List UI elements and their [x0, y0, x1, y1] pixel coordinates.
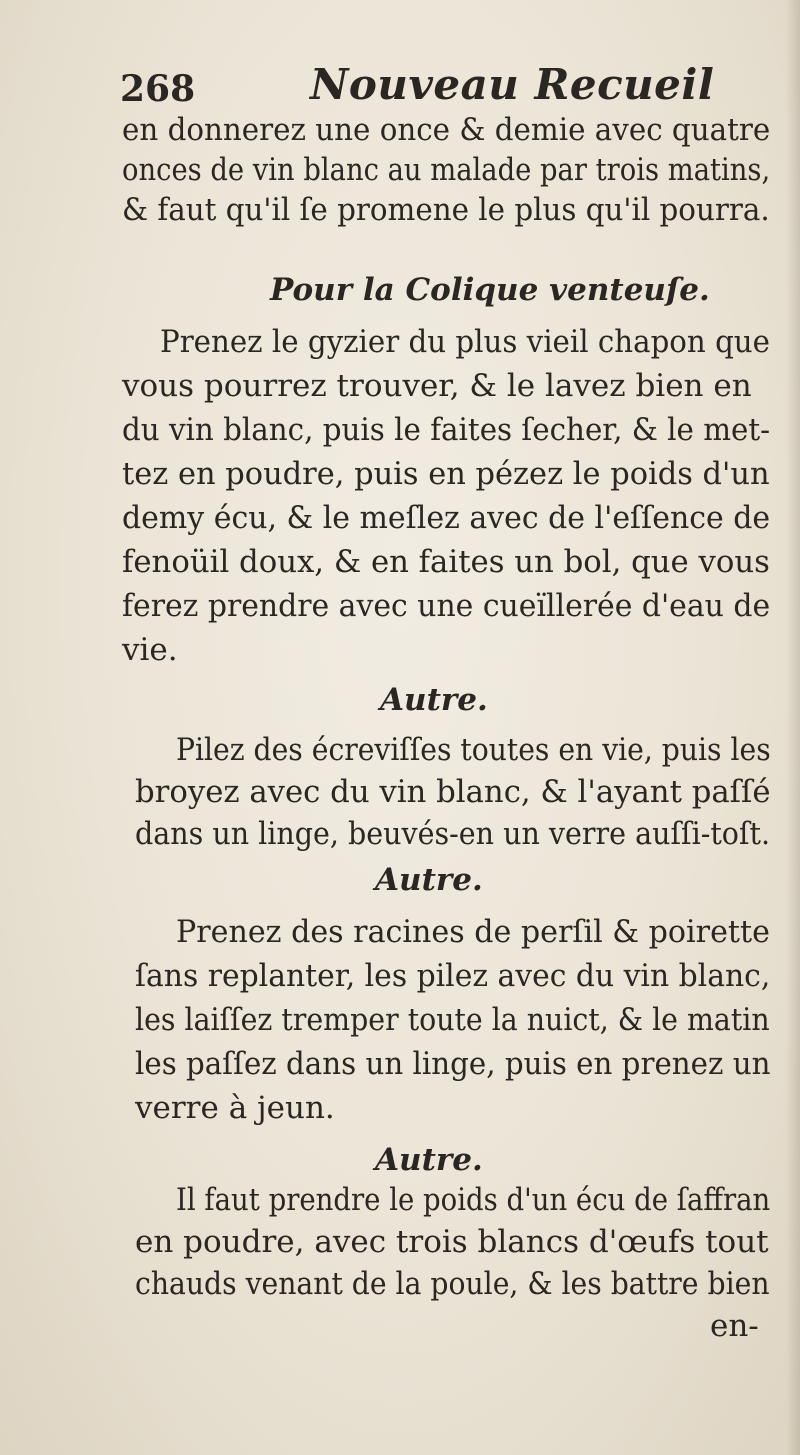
text-line: vous pourrez trouver, & le lavez bien en: [122, 368, 752, 404]
text-line: vie.: [122, 632, 178, 668]
text-line: les paſſez dans un linge, puis en prenez un: [135, 1046, 771, 1082]
text-line: verre à jeun.: [135, 1090, 335, 1126]
section-heading: Pour la Colique venteuſe.: [270, 272, 710, 308]
page-number: 268: [120, 68, 196, 110]
catchword: en-: [710, 1308, 759, 1344]
text-line: Il faut prendre le poids d'un écu de ſaffran: [176, 1182, 771, 1218]
text-line: ſans replanter, les pilez avec du vin blanc,: [135, 958, 771, 994]
text-line: Pilez des écreviſſes toutes en vie, puis les: [176, 732, 771, 768]
section-heading: Autre.: [375, 1142, 483, 1178]
text-line: en poudre, avec trois blancs d'œufs tout: [135, 1224, 769, 1260]
text-line: & faut qu'il ſe promene le plus qu'il pourra.: [122, 192, 770, 228]
running-title: Nouveau Recueil: [310, 60, 715, 109]
text-line: fenoüil doux, & en faites un bol, que vous: [122, 544, 770, 580]
text-line: demy écu, & le meſlez avec de l'eſſence de: [122, 500, 771, 536]
section-heading: Autre.: [380, 682, 488, 718]
text-line: ferez prendre avec une cueïllerée d'eau de: [122, 588, 771, 624]
text-line: en donnerez une once & demie avec quatre: [122, 112, 771, 148]
text-line: tez en poudre, puis en pézez le poids d'un: [122, 456, 770, 492]
text-line: les laiſſez tremper toute la nuict, & le matin: [135, 1002, 770, 1038]
text-line: Prenez des racines de perſil & poirette: [176, 914, 770, 950]
section-heading: Autre.: [375, 862, 483, 898]
text-line: Prenez le gyzier du plus vieil chapon que: [160, 324, 770, 360]
text-line: chauds venant de la poule, & les battre bien: [135, 1266, 770, 1302]
text-line: broyez avec du vin blanc, & l'ayant paſſé: [135, 774, 771, 810]
text-line: du vin blanc, puis le faites ſecher, & le met-: [122, 412, 771, 448]
text-line: onces de vin blanc au malade par trois matins,: [122, 152, 771, 188]
text-line: dans un linge, beuvés-en un verre auſſi-toſt.: [135, 816, 771, 852]
